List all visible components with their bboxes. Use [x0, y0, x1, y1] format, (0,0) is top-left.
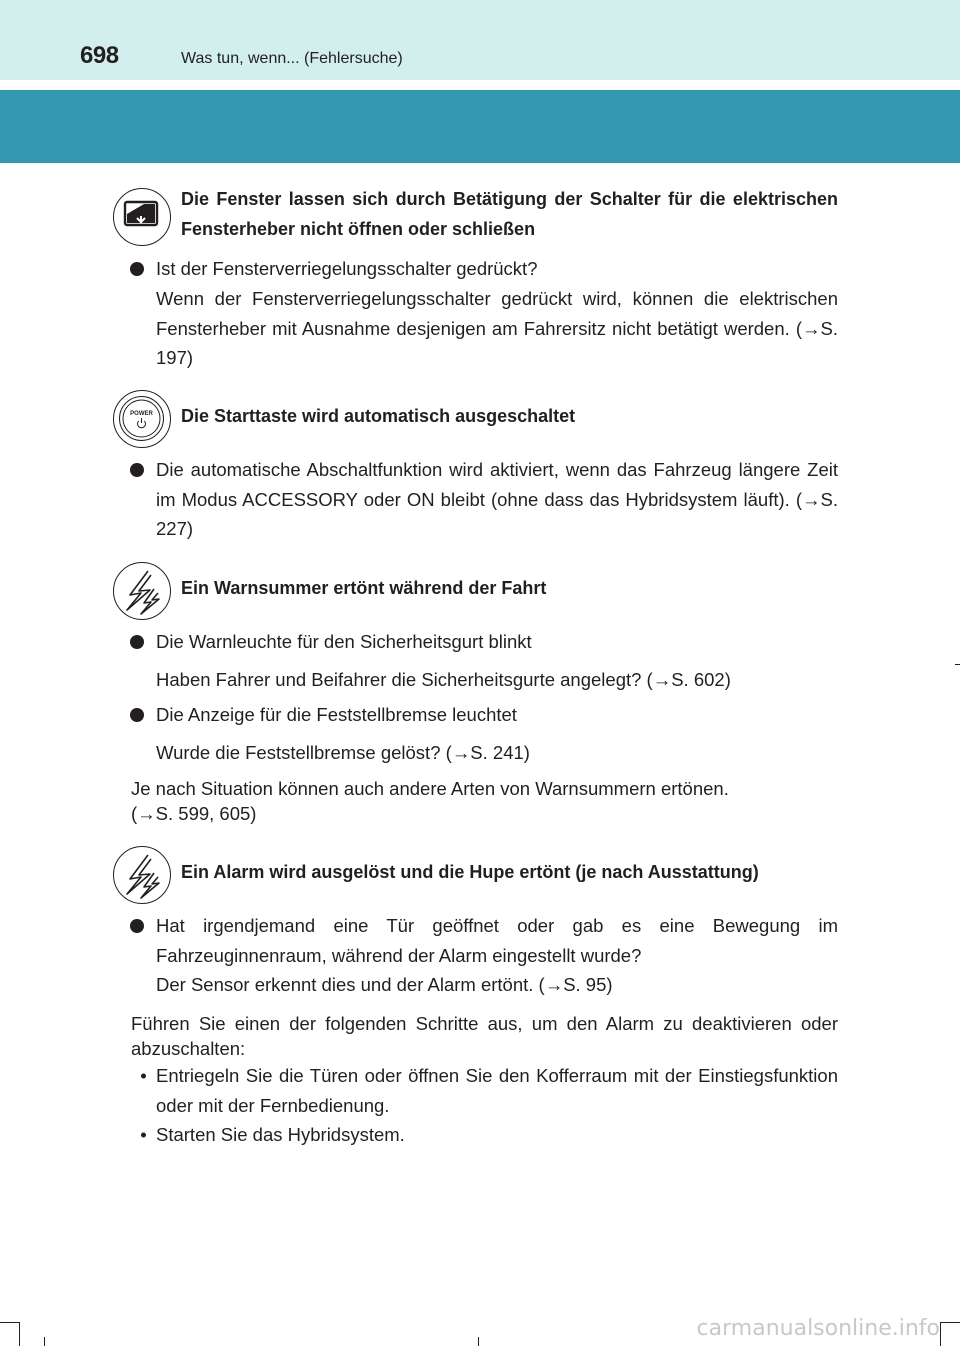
item-answer: Wurde die Feststellbremse gelöst? (→S. 241) [156, 742, 530, 763]
bullet [130, 919, 144, 933]
crop-mark [19, 1322, 20, 1346]
item-answer: Der Sensor erkennt dies und der Alarm ertönt. (→S. 95) [156, 974, 613, 995]
item-question: Die Anzeige für die Feststellbremse leuchtet [156, 704, 517, 725]
list-item [131, 1120, 838, 1150]
item-answer: Wenn der Fensterverriegelungsschalter gedrückt wird, können die elektrischen Fensterheber mit Ausnahme desjenigen am Fahrersitz nicht betätigt werden. (→S. 197) [156, 288, 838, 368]
bullet [130, 708, 144, 722]
page-number: 698 [80, 42, 119, 69]
bullet-dot: • [140, 1065, 147, 1086]
step-text: Starten Sie das Hybridsystem. [156, 1124, 405, 1145]
section-heading-buzzer: Ein Warnsummer ertönt während der Fahrt [181, 578, 547, 598]
power-button-icon [113, 390, 171, 448]
note-text: (→S. 599, 605) [131, 803, 257, 824]
header-band [0, 90, 960, 163]
item-text: Die automatische Abschaltfunktion wird aktiviert, wenn das Fahrzeug längere Zeit im Modus ACCESSORY oder ON bleibt (ohne dass das Hybridsystem läuft). (→S. 227) [156, 459, 838, 539]
item-question: Die Warnleuchte für den Sicherheitsgurt blinkt [156, 631, 532, 652]
alarm-horn-icon [113, 846, 171, 904]
note-text: Führen Sie einen der folgenden Schritte aus, um den Alarm zu deaktivieren oder abzuschalten: [131, 1013, 838, 1059]
bullet [130, 635, 144, 649]
section-heading-start: Die Starttaste wird automatisch ausgeschaltet [181, 406, 576, 426]
list-item [131, 1061, 838, 1120]
bullet-dot: • [140, 1124, 147, 1145]
crop-mark [478, 1337, 479, 1346]
crop-mark [955, 664, 960, 665]
crop-mark [940, 1322, 960, 1323]
crop-mark [44, 1337, 45, 1346]
step-text: Entriegeln Sie die Türen oder öffnen Sie den Kofferraum mit der Einstiegsfunktion oder mit der Fernbedienung. [156, 1065, 838, 1116]
item-question: Ist der Fensterverriegelungsschalter gedrückt? [156, 258, 538, 279]
warning-buzzer-icon [113, 562, 171, 620]
bullet [130, 463, 144, 477]
section-title: Was tun, wenn... (Fehlersuche) [181, 50, 403, 67]
section-heading-window: Die Fenster lassen sich durch Betätigung der Schalter für die elektrischen Fensterheber nicht öffnen oder schließen [181, 189, 838, 239]
power-window-switch-icon [113, 188, 171, 246]
power-label: POWER [130, 411, 153, 417]
item-question: Hat irgendjemand eine Tür geöffnet oder gab es eine Bewegung im Fahrzeuginnenraum, während der Alarm eingestellt wurde? [156, 915, 838, 966]
crop-mark [0, 1322, 20, 1323]
note-text: Je nach Situation können auch andere Arten von Warnsummern ertönen. [131, 778, 729, 799]
bullet [130, 262, 144, 276]
section-heading-alarm: Ein Alarm wird ausgelöst und die Hupe ertönt (je nach Ausstattung) [181, 862, 759, 882]
item-answer: Haben Fahrer und Beifahrer die Sicherheitsgurte angelegt? (→S. 602) [156, 669, 731, 690]
page-header [0, 0, 960, 80]
watermark: carmanualsonline.info [696, 1316, 940, 1341]
crop-mark [940, 1322, 941, 1346]
